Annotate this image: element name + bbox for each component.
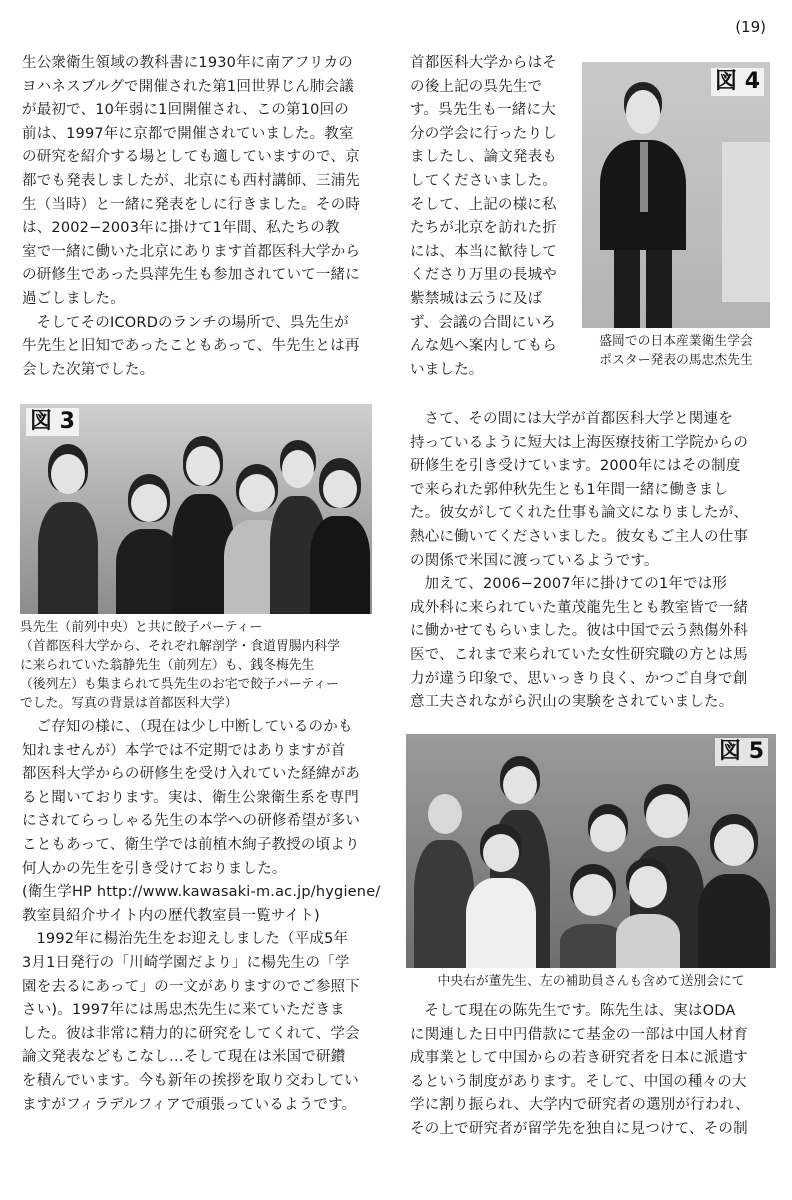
figure-5-label: 図 5 xyxy=(715,738,768,766)
right-column-bottom-text xyxy=(410,1000,774,1142)
figure-5-caption: 中央右が董先生、左の補助員さんも含めて送別会にて xyxy=(437,974,745,989)
right-top-paragraph: 首都医科大学からはそ の後上記の呉先生で す。呉先生も一緒に大 分の学会に行ったりし ましたし、論文発表も してくださいました。 そして、上記の様に私 たちが北京を訪れた折 には、本当に歓待して くださり万里の長城や 紫禁城は云うに及ば ず、会議の合間にいろ んな処へ案内してもら いました。 xyxy=(410,55,557,378)
person-silhouette xyxy=(310,458,370,614)
page-number: (19) xyxy=(735,18,766,36)
figure-4-caption: 盛岡での日本産業衛生学会 ポスター発表の馬忠杰先生 xyxy=(599,334,753,368)
left-column-top-text xyxy=(22,52,382,382)
right-paragraph-1: さて、その間には大学が首都医科大学と関連を 持っているように短大は上海医療技術工学院からの 研修生を引き受けています。2000年にはその制度 で来られた郭仲秋先生とも1年間一緒に働きまし た。彼女がしてくれた仕事も論文になりましたが、 熱心に働いてくださいました。彼女もご主人の仕事 の関係で米国に渡っているようです。 xyxy=(410,411,749,569)
poster-board xyxy=(722,142,770,302)
figure-3-label: 図 3 xyxy=(26,408,79,436)
left-column-bottom-text xyxy=(22,716,382,1117)
figure-4-photo xyxy=(582,62,770,328)
person-silhouette xyxy=(38,444,98,614)
person-silhouette xyxy=(616,858,680,968)
person-silhouette xyxy=(590,82,696,328)
person-silhouette xyxy=(466,824,536,968)
left-paragraph-3: ご存知の様に、（現在は少し中断しているのかも 知れませんが）本学では不定期ではありますが首 都医科大学からの研修生を受け入れていた経緯があ ると聞いております。実は、衛生公衆衛生系を専門 にされてらっしゃる先生の本学への研修希望が多い こともあって、衛生学では前植木絢子教授の頃より 何人かの先生を引き受けておりました。 xyxy=(22,719,361,877)
right-paragraph-2: 加えて、2006−2007年に掛けての1年では形 成外科に来られていた董茂龍先生とも教室皆で一緒 に働かせてもらいました。彼は中国で云う熱傷外科 医で、これまで来られていた女性研究職の方とは馬 力が違う印象で、思いっきり良く、かつご自身で創 意工夫されながら沢山の実験をされていました。 xyxy=(410,576,749,711)
figure-5-photo xyxy=(406,734,776,968)
figure-3-caption xyxy=(20,618,372,713)
figure-3-caption-body: （首都医科大学から、それぞれ解剖学・食道胃腸内科学 に来られていた翁静先生（前列左）も、銭冬梅先生 （後列左）も集まられて呉先生のお宅で餃子パーティー でした。写真の背景は首都医科大学） xyxy=(20,639,340,711)
right-paragraph-3: そして現在の陈先生です。陈先生は、実はODA に関連した日中円借款にて基金の一部は中国人材育 成事業として中国からの若き研究者を日本に派遣す るという制度があります。そして、中国の種々の大 学に割り振られ、大学内で研究者の選別が行われ、 その上で研究者が留学先を独自に見つけて、その制 xyxy=(410,1003,750,1137)
person-silhouette xyxy=(698,814,770,968)
left-paragraph-5: 1992年に楊治先生をお迎えしました（平成5年 3月1日発行の「川崎学園だより」に楊先生の「学 園を去るにあって」の一文がありますのでご参照下 さい)。1997年には馬忠杰先生に来ていただきま した。彼は非常に精力的に研究をしてくれて、学会 論文発表などもこなし…そして現在は米国で研鑚 を積んでいます。今も新年の挨拶を取り交わしてい ますがフィラデルフィアで頑張っているようです。 xyxy=(22,931,360,1113)
figure-3-photo xyxy=(20,404,372,614)
figure-3-caption-title: 呉先生（前列中央）と共に餃子パーティー xyxy=(20,620,263,635)
figure-4-label: 図 4 xyxy=(711,68,764,96)
left-paragraph-2: そしてそのICORDのランチの場所で、呉先生が 牛先生と旧知であったこともあって、牛先生とは再 会した次第でした。 xyxy=(22,314,360,378)
person-silhouette xyxy=(414,794,474,968)
left-paragraph-4: (衛生学HP http://www.kawasaki-m.ac.jp/hygiene/ 教室員紹介サイト内の歴代教室員一覧サイト) xyxy=(22,884,381,924)
left-paragraph-1: 生公衆衛生領域の教科書に1930年に南アフリカの ヨハネスブルグで開催された第1回世界じん肺会議 が最初で、10年弱に1回開催され、この第10回の 前は、1997年に京都で開催されていました。教室 の研究を紹介する場としても適していますので、京 都でも発表しましたが、北京にも西村講師、三浦先 生（当時）と一緒に発表をしに行きました。その時 は、2002−2003年に掛けて1年間、私たちの教 室で一緒に働いた北京にあります首都医科大学から の研修生であった呉萍先生も参加されていて一緒に 過ごしました。 xyxy=(22,55,361,307)
right-column-top-text xyxy=(410,52,580,382)
right-column-middle-text xyxy=(410,408,774,715)
